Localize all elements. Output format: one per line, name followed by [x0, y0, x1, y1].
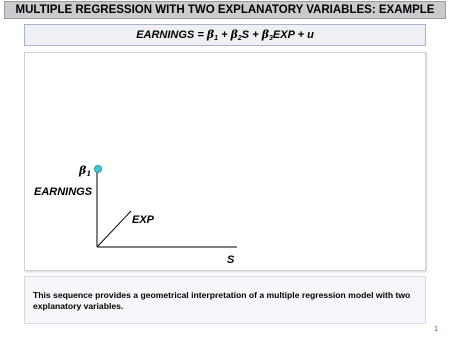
- exp-axis-label: EXP: [132, 214, 155, 226]
- exp-axis: [97, 211, 131, 247]
- equation-var-s: S: [241, 29, 250, 41]
- page-number: 1: [434, 326, 438, 333]
- equation-equals: =: [194, 29, 207, 41]
- regression-equation: [24, 24, 426, 46]
- beta-3-subscript: 3: [269, 35, 273, 42]
- intercept-point: [94, 165, 101, 172]
- equation-var-exp: EXP: [272, 29, 295, 41]
- equation-lhs: EARNINGS: [136, 29, 195, 41]
- intercept-subscript: 1: [86, 169, 92, 178]
- regression-diagram: [25, 53, 425, 270]
- slide-caption: This sequence provides a geometrical interpretation of a multiple regression model with two explanatory variables.: [24, 276, 426, 324]
- intercept-beta-symbol: β: [79, 164, 87, 177]
- earnings-axis-label: EARNINGS: [34, 186, 93, 198]
- regression-diagram-panel: [24, 52, 426, 271]
- beta-1-subscript: 1: [214, 35, 219, 42]
- s-axis-label: S: [227, 254, 235, 266]
- beta-2-subscript: 2: [237, 35, 242, 42]
- equation-plus-3: +: [294, 29, 308, 41]
- equation-plus-1: +: [218, 29, 231, 41]
- intercept-label: [78, 164, 91, 178]
- slide-title: MULTIPLE REGRESSION WITH TWO EXPLANATORY VARIABLES: EXAMPLE: [4, 1, 446, 19]
- beta-3-symbol: β: [261, 28, 269, 41]
- equation-plus-2: +: [249, 29, 262, 41]
- equation-error-term: u: [307, 29, 314, 41]
- beta-2-symbol: β: [230, 28, 238, 41]
- beta-1-symbol: β: [206, 28, 215, 41]
